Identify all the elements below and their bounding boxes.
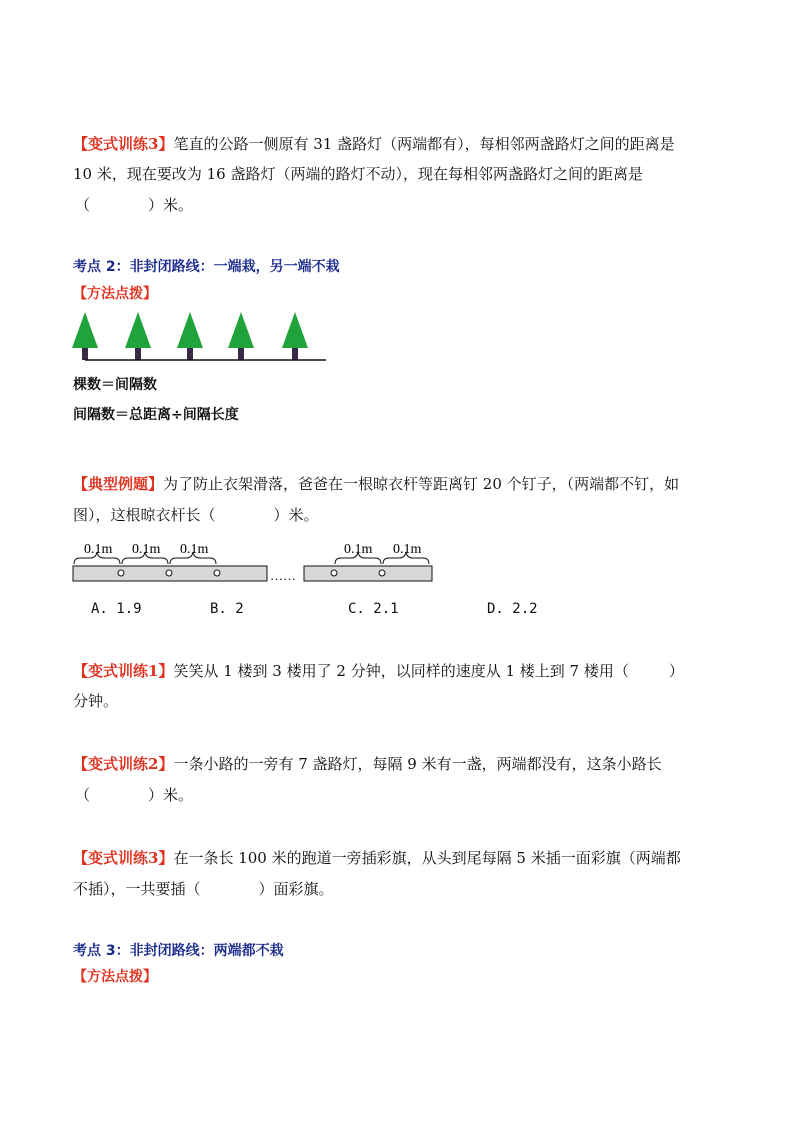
- tree-1: [72, 312, 98, 360]
- point2-method-tag: 【方法点拨】: [73, 286, 157, 302]
- ex1-line1: [73, 664, 723, 679]
- ex2-close: ）米。: [148, 786, 194, 804]
- formula-1: 棵数＝间隔数: [73, 377, 157, 393]
- point2-title: 考点 2：非封闭路线：一端栽，另一端不栽: [73, 259, 340, 275]
- example-line1: [73, 477, 723, 492]
- ex2-line2: [75, 788, 725, 803]
- ex1-text1b: ）: [668, 662, 684, 680]
- rod-right: [304, 566, 432, 581]
- ex2-tag: 【变式训练2】: [73, 755, 174, 773]
- ex3a-line3: [75, 198, 725, 213]
- option-c[interactable]: C. 2.1: [348, 601, 399, 617]
- rod-diagram: [70, 536, 440, 588]
- ex1-line2: 分钟。: [73, 692, 119, 710]
- tree-4: [228, 312, 254, 360]
- ex3a-open: （: [75, 196, 91, 214]
- example-line2: [73, 508, 723, 523]
- ex2-line1: [73, 757, 723, 772]
- ex3a-close: ）米。: [148, 196, 194, 214]
- span-label: 0.1m: [132, 542, 161, 557]
- ex3b-tag: 【变式训练3】: [73, 849, 174, 867]
- option-b[interactable]: B. 2: [210, 601, 244, 617]
- nail: [118, 570, 124, 576]
- nail: [379, 570, 385, 576]
- example-text2a: 图），这根晾衣杆长（: [73, 506, 216, 524]
- tree-5: [282, 312, 308, 360]
- option-d[interactable]: D. 2.2: [487, 601, 538, 617]
- ex2-text1: 一条小路的一旁有 7 盏路灯，每隔 9 米有一盏，两端都没有，这条小路长: [173, 755, 662, 773]
- ex3b-text2a: 不插），一共要插（: [73, 880, 201, 898]
- point3-title: 考点 3：非封闭路线：两端都不栽: [73, 943, 284, 959]
- tree-diagram: [70, 310, 330, 366]
- example-tag: 【典型例题】: [73, 475, 164, 493]
- ex3b-line1: [73, 851, 723, 866]
- ellipsis: ……: [270, 568, 296, 583]
- option-a[interactable]: A. 1.9: [91, 601, 142, 617]
- nail: [331, 570, 337, 576]
- tree-3: [177, 312, 203, 360]
- ex3a-tag: 【变式训练3】: [73, 135, 174, 153]
- span-label: 0.1m: [180, 542, 209, 557]
- nail: [214, 570, 220, 576]
- tree-2: [125, 312, 151, 360]
- ex3a-line1: [73, 137, 723, 152]
- span-label: 0.1m: [84, 542, 113, 557]
- span-label: 0.1m: [344, 542, 373, 557]
- ex1-text1a: 笑笑从 1 楼到 3 楼用了 2 分钟，以同样的速度从 1 楼上到 7 楼用（: [173, 662, 629, 680]
- formula-2: 间隔数＝总距离÷间隔长度: [73, 407, 239, 423]
- ex3b-text1: 在一条长 100 米的跑道一旁插彩旗，从头到尾每隔 5 米插一面彩旗（两端都: [173, 849, 681, 867]
- example-text2b: ）米。: [273, 506, 319, 524]
- ex1-tag: 【变式训练1】: [73, 662, 174, 680]
- nail: [166, 570, 172, 576]
- point3-method-tag: 【方法点拨】: [73, 969, 157, 985]
- ex3b-line2: [73, 882, 723, 897]
- ex3b-text2b: ）面彩旗。: [258, 880, 334, 898]
- example-text1: 为了防止衣架滑落，爸爸在一根晾衣杆等距离钉 20 个钉子，（两端都不钉，如: [163, 475, 680, 493]
- ex3a-line2: 10 米，现在要改为 16 盏路灯（两端的路灯不动），现在每相邻两盏路灯之间的距离是: [73, 165, 643, 183]
- ex2-open: （: [75, 786, 91, 804]
- span-label: 0.1m: [393, 542, 422, 557]
- ex3a-text1: 笔直的公路一侧原有 31 盏路灯（两端都有），每相邻两盏路灯之间的距离是: [173, 135, 675, 153]
